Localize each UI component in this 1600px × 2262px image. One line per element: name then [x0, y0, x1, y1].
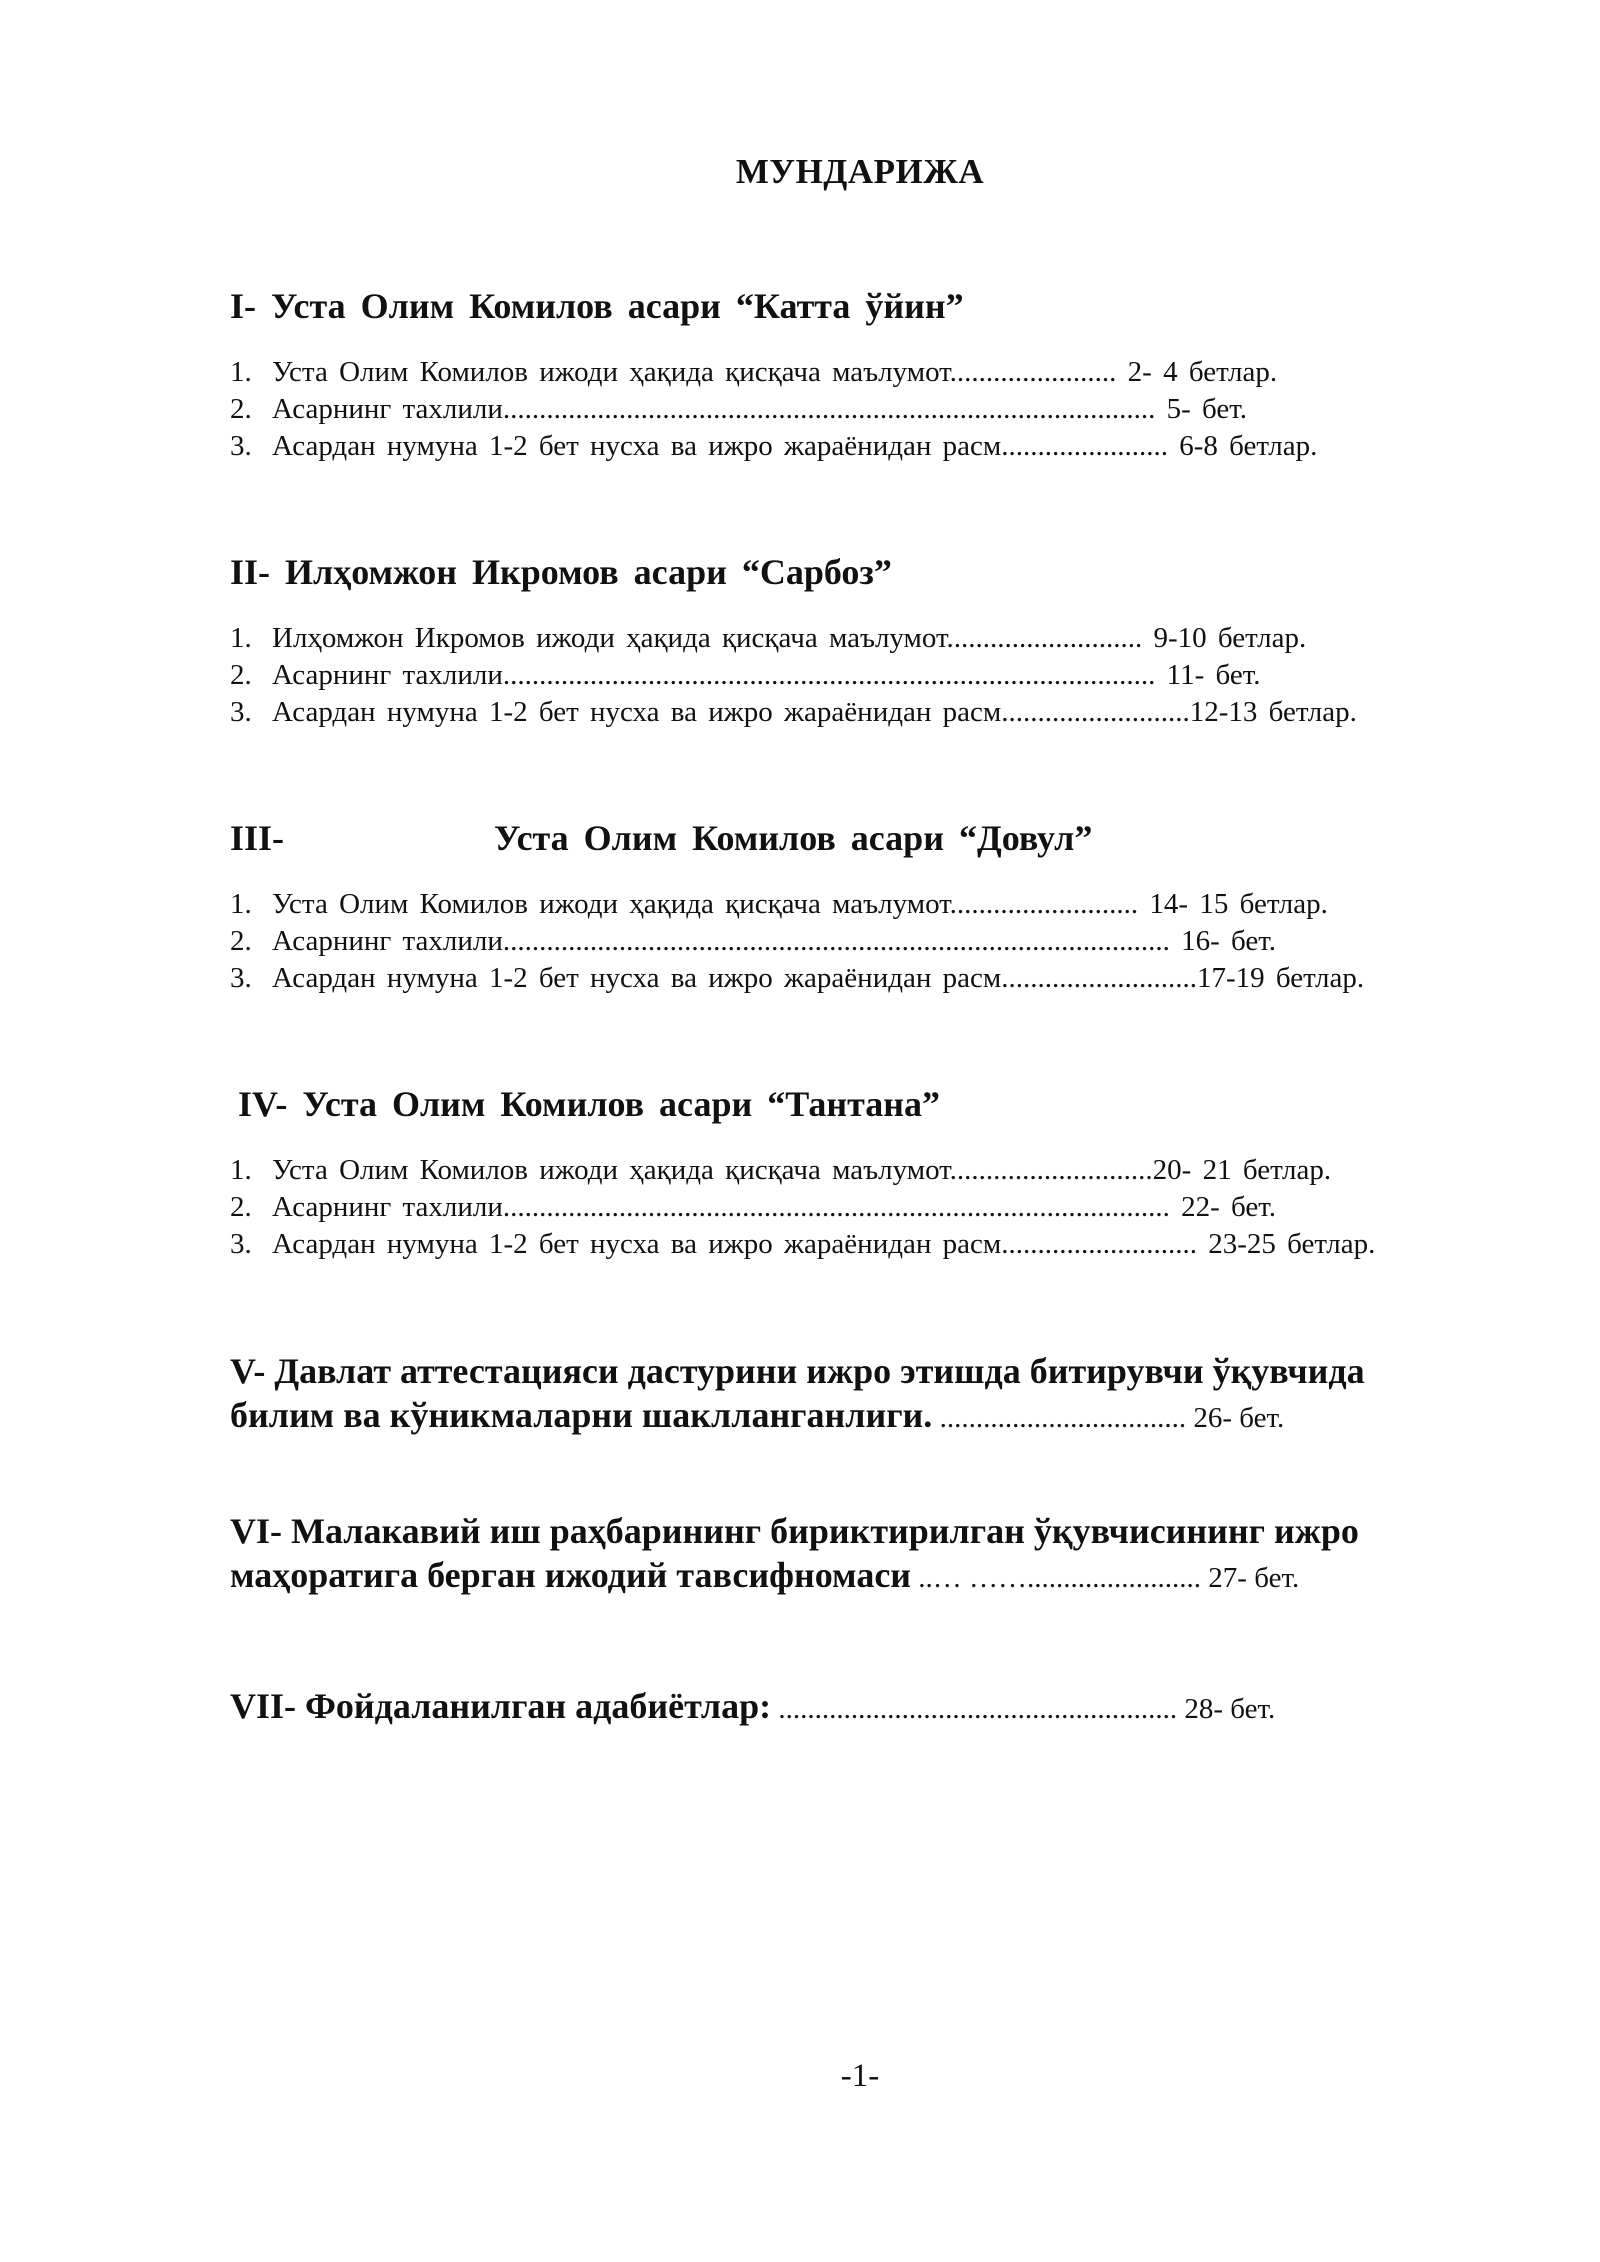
toc-item — [230, 925, 1276, 958]
toc-item-number: 3. — [230, 696, 252, 728]
toc-item-text: Асардан нумуна 1-2 бет нусха ва ижро жараёнидан расм..........................12-13 бетлар. — [272, 696, 1357, 728]
toc-item — [230, 696, 1357, 729]
toc-item — [230, 393, 1247, 426]
dot-leader: ....................................................... — [771, 1693, 1178, 1725]
toc-item-number: 3. — [230, 430, 252, 462]
page-number: -1- — [840, 2058, 880, 2094]
toc-item-text: Уста Олим Комилов ижоди ҳақида қисқача маълумот............................20- 21 бетлар. — [272, 1154, 1332, 1186]
toc-item — [230, 1228, 1375, 1261]
dot-leader: .................................. — [932, 1402, 1187, 1434]
toc-item-number: 1. — [230, 356, 252, 388]
toc-item-number: 1. — [230, 888, 252, 920]
toc-item-text: Асарнинг тахлили.......................................................................................... 5- бет. — [272, 393, 1248, 425]
section-heading-prefix: III- — [230, 818, 285, 858]
toc-item — [230, 1191, 1276, 1224]
toc-item-number: 2. — [230, 659, 252, 691]
toc-item — [230, 962, 1364, 995]
section-heading: I- Уста Олим Комилов асари “Катта ўйин” — [230, 286, 964, 326]
section-heading: IV- Уста Олим Комилов асари “Тантана” — [238, 1084, 940, 1124]
section-heading-text: Уста Олим Комилов асари “Довул” — [494, 818, 1093, 858]
toc-item-number: 2. — [230, 1191, 252, 1223]
toc-item-number: 1. — [230, 1154, 252, 1186]
section-vii-text: VII- Фойдаланилган адабиётлар: — [230, 1686, 772, 1726]
section-heading: II- Илҳомжон Икромов асари “Сарбоз” — [230, 552, 892, 592]
section-v-line2 — [230, 1393, 1365, 1440]
toc-item-number: 3. — [230, 962, 252, 994]
toc-item-text: Асардан нумуна 1-2 бет нусха ва ижро жараёнидан расм...........................17-19 бетлар. — [272, 962, 1365, 994]
toc-item — [230, 622, 1306, 655]
toc-item-text: Асарнинг тахлили.......................................................................................... 11- бет. — [272, 659, 1261, 691]
page-reference: 27- бет. — [1201, 1562, 1300, 1594]
toc-item — [230, 1154, 1331, 1187]
section-heading — [230, 817, 1092, 859]
dot-leader: ..… ……........................ — [911, 1562, 1202, 1594]
page-reference: 28- бет. — [1177, 1693, 1276, 1725]
page-reference: 26- бет. — [1186, 1402, 1285, 1434]
toc-item — [230, 659, 1260, 692]
toc-item-text: Уста Олим Комилов ижоди ҳақида қисқача маълумот.......................... 14- 15 бетлар. — [272, 888, 1328, 920]
toc-item-text: Асарнинг тахлили............................................................................................ 22- бет. — [272, 1191, 1277, 1223]
section-v-line1: V- Давлат аттестацияси дастурини ижро этишда битирувчи ўқувчида — [230, 1351, 1365, 1391]
toc-item-text: Асардан нумуна 1-2 бет нусха ва ижро жараёнидан расм........................... 23-25 бетлар. — [272, 1228, 1376, 1260]
section-vi — [230, 1509, 1359, 1600]
section-vii — [230, 1684, 1275, 1731]
section-v-line2-text: билим ва кўникмаларни шаклланганлиги. — [230, 1395, 933, 1435]
toc-item — [230, 356, 1277, 389]
toc-item-number: 2. — [230, 393, 252, 425]
toc-item-text: Илҳомжон Икромов ижоди ҳақида қисқача маълумот........................... 9-10 бетлар. — [272, 622, 1307, 654]
section-vi-line2 — [230, 1553, 1359, 1600]
toc-item-text: Асарнинг тахлили............................................................................................ 16- бет. — [272, 925, 1277, 957]
page-title: МУНДАРИЖА — [735, 152, 985, 191]
toc-item — [230, 888, 1328, 921]
toc-item-text: Асардан нумуна 1-2 бет нусха ва ижро жараёнидан расм....................... 6-8 бетлар. — [272, 430, 1318, 462]
toc-item — [230, 430, 1317, 463]
section-v — [230, 1349, 1365, 1440]
section-vi-line1: VI- Малакавий иш раҳбарининг бириктирилган ўқувчисининг ижро — [230, 1511, 1359, 1551]
section-vi-line2-text: маҳоратига берган ижодий тавсифномаси — [230, 1555, 912, 1595]
toc-item-number: 3. — [230, 1228, 252, 1260]
toc-item-number: 1. — [230, 622, 252, 654]
toc-item-text: Уста Олим Комилов ижоди ҳақида қисқача маълумот....................... 2- 4 бетлар. — [272, 356, 1278, 388]
toc-item-number: 2. — [230, 925, 252, 957]
